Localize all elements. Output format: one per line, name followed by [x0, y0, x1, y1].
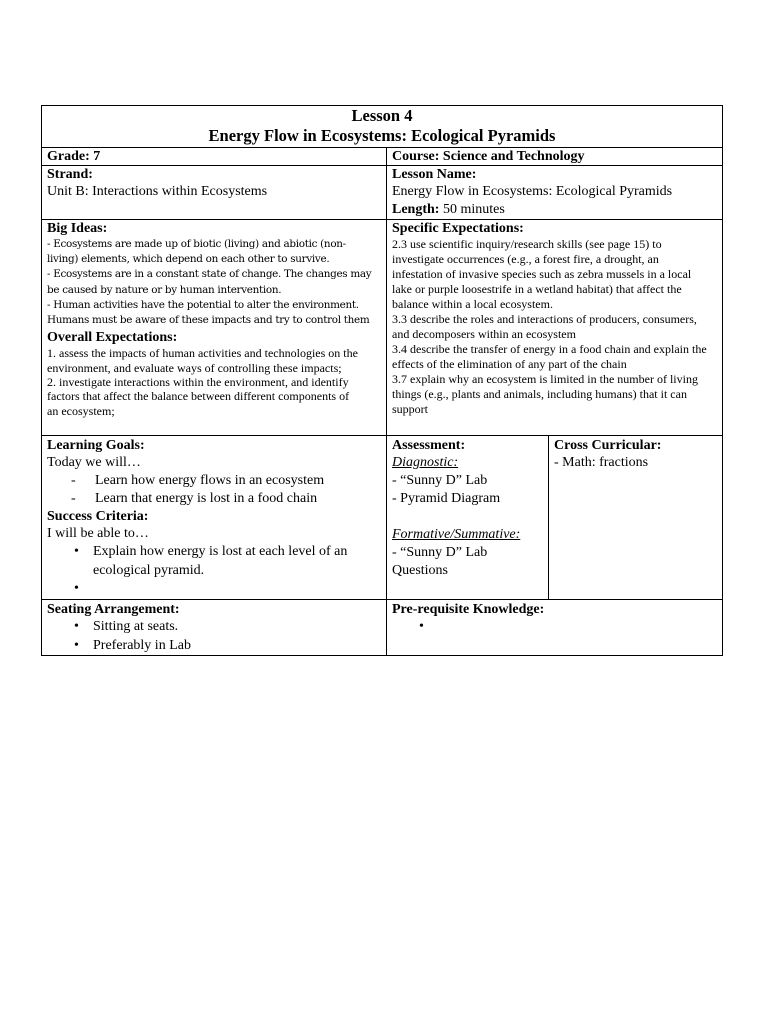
strand-row — [42, 166, 723, 220]
specific-expectations-line: and decomposers within an ecosystem — [392, 327, 576, 341]
learning-goal-item: - Learn how energy flows in an ecosystem — [95, 472, 381, 490]
specific-expectations-line: 3.3 describe the roles and interactions of producers, consumers, — [392, 312, 697, 326]
prerequisite-item — [438, 618, 717, 636]
specific-expectations-line: things (e.g., plants and animals, including humans) that it can — [392, 387, 687, 401]
specific-expectations-line: balance within a local ecosystem. — [392, 297, 553, 311]
specific-expectations-line: infestation of invasive species such as zebra mussels in a local — [392, 267, 692, 281]
overall-expectations-line: 1. assess the impacts of human activities and technologies on the — [47, 346, 358, 361]
learning-goals-list — [47, 472, 381, 508]
success-criteria-intro: I will be able to… — [47, 526, 149, 541]
course-cell: Course: Science and Technology — [387, 148, 723, 166]
seating-row — [42, 600, 723, 656]
seating-cell — [42, 600, 387, 656]
length-value: 50 minutes — [439, 202, 505, 217]
big-ideas-line: - Human activities have the potential to alter the environment. — [47, 298, 359, 311]
learning-goals-cell — [42, 436, 387, 600]
goals-row — [42, 436, 723, 600]
strand-label: Strand: — [47, 167, 93, 182]
big-ideas-line: be caused by nature or by human intervention. — [47, 283, 282, 296]
seating-label: Seating Arrangement: — [47, 602, 180, 617]
diagnostic-item: - “Sunny D” Lab — [392, 473, 488, 488]
formative-label: Formative/Summative: — [392, 527, 521, 542]
specific-expectations-line: lake or purple loosestrife in a wetland habitat) that affect the — [392, 282, 682, 296]
learning-goal-item: - Learn that energy is lost in a food chain — [95, 490, 381, 508]
big-ideas-line: - Ecosystems are made up of biotic (living) and abiotic (non- — [47, 238, 346, 250]
specific-expectations-cell — [387, 220, 723, 436]
spacer — [392, 508, 543, 526]
learning-goals-intro: Today we will… — [47, 455, 141, 470]
overall-expectations-line: 2. investigate interactions within the environment, and identify — [47, 375, 349, 390]
big-ideas-line: - Ecosystems are in a constant state of change. The changes may — [47, 268, 372, 281]
cross-curricular-cell — [549, 436, 723, 600]
specific-expectations-line: 3.4 describe the transfer of energy in a food chain and explain the — [392, 342, 707, 356]
formative-item: - “Sunny D” Lab — [392, 545, 488, 560]
big-ideas-line: living) elements, which depend on each other to survive. — [47, 253, 330, 266]
assessment-label: Assessment: — [392, 438, 466, 453]
prerequisite-label: Pre-requisite Knowledge: — [392, 602, 545, 617]
overall-expectations-line: factors that affect the balance between different components of — [47, 389, 350, 404]
seating-item: • Preferably in Lab — [93, 637, 381, 656]
seating-list — [47, 618, 381, 655]
big-ideas-cell — [42, 220, 387, 436]
overall-expectations-label: Overall Expectations: — [47, 330, 178, 346]
specific-expectations-line: investigate occurrences (e.g., a forest fire, a drought, an — [392, 252, 659, 266]
lesson-name-value: Energy Flow in Ecosystems: Ecological Pyramids — [392, 184, 673, 199]
grade-row — [42, 148, 723, 166]
success-criteria-label: Success Criteria: — [47, 509, 149, 524]
prerequisite-cell — [387, 600, 723, 656]
title-cell — [42, 106, 723, 148]
formative-item: Questions — [392, 563, 448, 578]
assessment-cell — [387, 436, 549, 600]
lesson-title: Energy Flow in Ecosystems: Ecological Pyramids — [208, 126, 556, 145]
cross-curricular-item: - Math: fractions — [554, 455, 649, 470]
specific-expectations-label: Specific Expectations: — [392, 221, 524, 236]
strand-cell — [42, 166, 387, 220]
ideas-row — [42, 220, 723, 436]
specific-expectations-line: 2.3 use scientific inquiry/research skills (see page 15) to — [392, 237, 662, 251]
length-label: Length: — [392, 202, 440, 217]
success-criteria-list — [47, 543, 381, 598]
diagnostic-item: - Pyramid Diagram — [392, 491, 501, 506]
title-row — [42, 106, 723, 148]
prerequisite-list — [392, 618, 717, 636]
big-ideas-line: Humans must be aware of these impacts and try to control them — [47, 314, 370, 327]
specific-expectations-line: 3.7 explain why an ecosystem is limited in the number of living — [392, 372, 698, 386]
overall-expectations-line: an ecosystem; — [47, 403, 115, 418]
lesson-plan-table — [41, 105, 723, 656]
lesson-name-label: Lesson Name: — [392, 167, 477, 182]
diagnostic-label: Diagnostic: — [392, 455, 459, 470]
specific-expectations-line: effects of the elimination of any part of the chain — [392, 357, 627, 371]
overall-expectations-line: environment, and evaluate ways of controlling these impacts; — [47, 360, 342, 375]
seating-item: • Sitting at seats. — [93, 618, 381, 637]
strand-value: Unit B: Interactions within Ecosystems — [47, 184, 268, 199]
big-ideas-label: Big Ideas: — [47, 221, 108, 236]
length-line — [392, 201, 717, 219]
learning-goals-label: Learning Goals: — [47, 438, 145, 453]
grade-cell: Grade: 7 — [42, 148, 387, 166]
success-criteria-item — [93, 580, 381, 598]
cross-curricular-label: Cross Curricular: — [554, 438, 662, 453]
lesson-name-cell — [387, 166, 723, 220]
lesson-number: Lesson 4 — [351, 106, 413, 125]
success-criteria-item: • Explain how energy is lost at each level of an ecological pyramid. — [93, 543, 381, 580]
specific-expectations-line: support — [392, 402, 428, 416]
